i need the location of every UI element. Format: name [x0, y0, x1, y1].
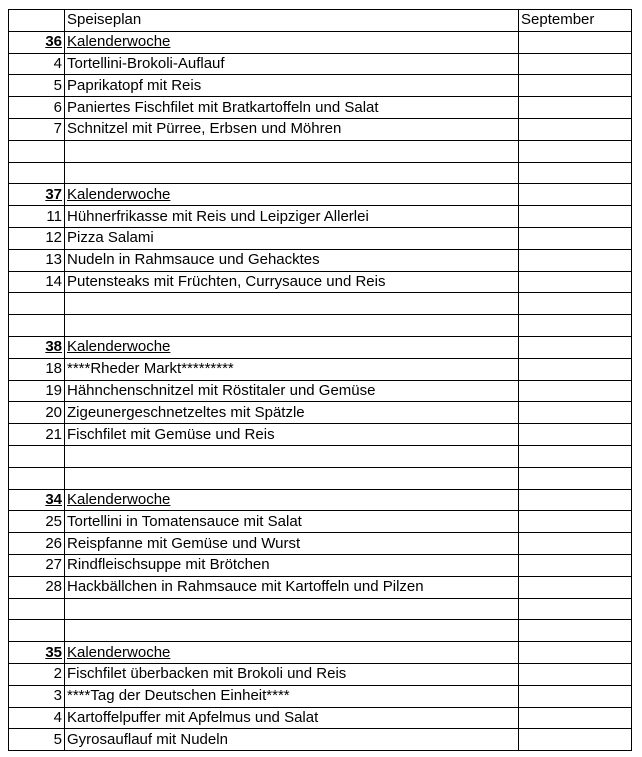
month-cell	[519, 402, 632, 424]
day-number: 7	[9, 118, 65, 140]
week-label: Kalenderwoche	[65, 31, 519, 53]
empty-cell	[519, 620, 632, 642]
meal-plan-body	[9, 10, 632, 751]
meal-row	[9, 227, 632, 249]
day-number: 25	[9, 511, 65, 533]
empty-cell	[519, 293, 632, 315]
meal-plan-table	[8, 9, 632, 751]
meal-row	[9, 424, 632, 446]
spacer-row	[9, 445, 632, 467]
month-cell	[519, 707, 632, 729]
dish-name: ****Tag der Deutschen Einheit****	[65, 685, 519, 707]
meal-row	[9, 729, 632, 751]
meal-row	[9, 358, 632, 380]
empty-cell	[9, 620, 65, 642]
meal-row	[9, 707, 632, 729]
dish-name: Putensteaks mit Früchten, Currysauce und Reis	[65, 271, 519, 293]
meal-row	[9, 271, 632, 293]
empty-cell	[519, 598, 632, 620]
day-number: 21	[9, 424, 65, 446]
month-cell	[519, 642, 632, 664]
day-number: 11	[9, 206, 65, 228]
spacer-row	[9, 620, 632, 642]
meal-row	[9, 511, 632, 533]
spacer-row	[9, 315, 632, 337]
week-row	[9, 489, 632, 511]
spacer-row	[9, 162, 632, 184]
empty-cell	[9, 445, 65, 467]
week-label: Kalenderwoche	[65, 184, 519, 206]
dish-name: Nudeln in Rahmsauce und Gehacktes	[65, 249, 519, 271]
day-number: 13	[9, 249, 65, 271]
dish-name: Paniertes Fischfilet mit Bratkartoffeln und Salat	[65, 97, 519, 119]
dish-name: Pizza Salami	[65, 227, 519, 249]
dish-name: Hühnerfrikasse mit Reis und Leipziger Allerlei	[65, 206, 519, 228]
sheet-title: Speiseplan	[65, 10, 519, 32]
empty-cell	[65, 598, 519, 620]
spacer-row	[9, 140, 632, 162]
month-cell	[519, 380, 632, 402]
day-number: 6	[9, 97, 65, 119]
day-number: 12	[9, 227, 65, 249]
empty-cell	[519, 467, 632, 489]
meal-row	[9, 249, 632, 271]
meal-row	[9, 380, 632, 402]
empty-cell	[9, 293, 65, 315]
week-row	[9, 642, 632, 664]
month-cell	[519, 424, 632, 446]
month-cell	[519, 554, 632, 576]
empty-cell	[519, 162, 632, 184]
week-number: 38	[9, 336, 65, 358]
week-number: 34	[9, 489, 65, 511]
dish-name: ****Rheder Markt*********	[65, 358, 519, 380]
dish-name: Fischfilet überbacken mit Brokoli und Reis	[65, 663, 519, 685]
empty-cell	[65, 445, 519, 467]
month-cell	[519, 118, 632, 140]
header-row	[9, 10, 632, 32]
month-cell	[519, 53, 632, 75]
week-number: 36	[9, 31, 65, 53]
meal-row	[9, 75, 632, 97]
meal-row	[9, 685, 632, 707]
month-cell	[519, 206, 632, 228]
spacer-row	[9, 467, 632, 489]
month-cell	[519, 184, 632, 206]
month-cell	[519, 271, 632, 293]
dish-name: Paprikatopf mit Reis	[65, 75, 519, 97]
meal-row	[9, 97, 632, 119]
dish-name: Hackbällchen in Rahmsauce mit Kartoffeln und Pilzen	[65, 576, 519, 598]
month-cell	[519, 729, 632, 751]
month-cell	[519, 336, 632, 358]
empty-cell	[65, 293, 519, 315]
day-number: 27	[9, 554, 65, 576]
month-cell	[519, 227, 632, 249]
empty-cell	[65, 162, 519, 184]
empty-cell	[65, 467, 519, 489]
day-number: 5	[9, 729, 65, 751]
dish-name: Zigeunergeschnetzeltes mit Spätzle	[65, 402, 519, 424]
month-cell	[519, 75, 632, 97]
empty-cell	[9, 467, 65, 489]
month-cell	[519, 249, 632, 271]
day-number: 18	[9, 358, 65, 380]
meal-row	[9, 53, 632, 75]
dish-name: Reispfanne mit Gemüse und Wurst	[65, 533, 519, 555]
day-number: 3	[9, 685, 65, 707]
meal-row	[9, 533, 632, 555]
month-cell	[519, 31, 632, 53]
dish-name: Hähnchenschnitzel mit Röstitaler und Gemüse	[65, 380, 519, 402]
day-number: 4	[9, 53, 65, 75]
week-label: Kalenderwoche	[65, 642, 519, 664]
empty-cell	[9, 315, 65, 337]
dish-name: Gyrosauflauf mit Nudeln	[65, 729, 519, 751]
week-row	[9, 336, 632, 358]
empty-cell	[65, 315, 519, 337]
week-row	[9, 184, 632, 206]
day-number: 5	[9, 75, 65, 97]
month-cell	[519, 358, 632, 380]
empty-cell	[9, 598, 65, 620]
meal-row	[9, 576, 632, 598]
dish-name: Fischfilet mit Gemüse und Reis	[65, 424, 519, 446]
dish-name: Tortellini in Tomatensauce mit Salat	[65, 511, 519, 533]
empty-cell	[65, 620, 519, 642]
month-cell	[519, 685, 632, 707]
month-cell	[519, 663, 632, 685]
month-cell	[519, 533, 632, 555]
dish-name: Rindfleischsuppe mit Brötchen	[65, 554, 519, 576]
day-number: 19	[9, 380, 65, 402]
spacer-row	[9, 293, 632, 315]
day-number: 14	[9, 271, 65, 293]
day-number: 4	[9, 707, 65, 729]
header-empty-cell	[9, 10, 65, 32]
meal-row	[9, 402, 632, 424]
day-number: 26	[9, 533, 65, 555]
dish-name: Kartoffelpuffer mit Apfelmus und Salat	[65, 707, 519, 729]
month-cell	[519, 489, 632, 511]
dish-name: Tortellini-Brokoli-Auflauf	[65, 53, 519, 75]
week-number: 37	[9, 184, 65, 206]
meal-row	[9, 118, 632, 140]
week-label: Kalenderwoche	[65, 489, 519, 511]
month-cell	[519, 511, 632, 533]
month-label: September	[519, 10, 632, 32]
empty-cell	[65, 140, 519, 162]
month-cell	[519, 97, 632, 119]
day-number: 28	[9, 576, 65, 598]
meal-row	[9, 206, 632, 228]
empty-cell	[519, 140, 632, 162]
empty-cell	[9, 162, 65, 184]
empty-cell	[519, 315, 632, 337]
week-number: 35	[9, 642, 65, 664]
dish-name: Schnitzel mit Pürree, Erbsen und Möhren	[65, 118, 519, 140]
empty-cell	[519, 445, 632, 467]
day-number: 2	[9, 663, 65, 685]
meal-row	[9, 663, 632, 685]
meal-row	[9, 554, 632, 576]
day-number: 20	[9, 402, 65, 424]
empty-cell	[9, 140, 65, 162]
week-label: Kalenderwoche	[65, 336, 519, 358]
spacer-row	[9, 598, 632, 620]
month-cell	[519, 576, 632, 598]
week-row	[9, 31, 632, 53]
